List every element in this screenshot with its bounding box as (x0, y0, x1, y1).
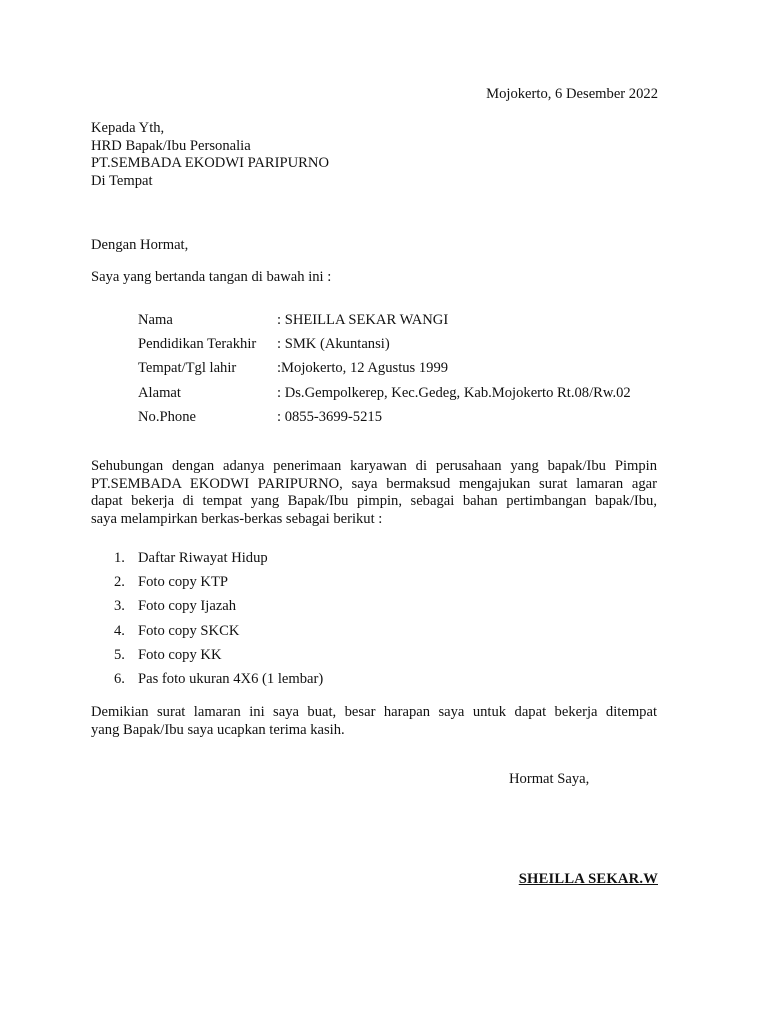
identity-row (138, 359, 631, 383)
identity-row (138, 311, 631, 335)
recipient-line: Kepada Yth, (91, 120, 165, 136)
identity-value: :Mojokerto, 12 Agustus 1999 (277, 360, 449, 377)
body-line: Sehubungan dengan adanya penerimaan karyawan di perusahaan yang bapak/Ibu Pimpin (91, 458, 657, 474)
identity-label: Nama (138, 312, 173, 328)
list-item (114, 646, 323, 670)
identity-value: : 0855-3699-5215 (277, 408, 382, 425)
identity-value: : SHEILLA SEKAR WANGI (277, 312, 449, 328)
body-paragraph (91, 458, 657, 528)
closing-line: yang Bapak/Ibu saya ucapkan terima kasih. (91, 721, 345, 738)
list-number: 4. (114, 622, 125, 639)
recipient-line: Di Tempat (91, 172, 153, 189)
body-line: saya melampirkan berkas-berkas sebagai berikut : (91, 510, 383, 527)
identity-value: : Ds.Gempolkerep, Kec.Gedeg, Kab.Mojokerto Rt.08/Rw.02 (277, 384, 631, 401)
body-line: dapat bekerja di tempat yang Bapak/Ibu pimpin, sebagai bahan pertimbangan bapak/Ibu, (91, 493, 657, 509)
intro-sentence: Saya yang bertanda tangan di bawah ini : (91, 269, 332, 285)
attachment-list (114, 549, 323, 694)
list-number: 1. (114, 550, 125, 566)
recipient-line: PT.SEMBADA EKODWI PARIPURNO (91, 155, 329, 171)
identity-row (138, 408, 631, 432)
list-text: Foto copy Ijazah (138, 598, 237, 615)
recipient-block (91, 120, 329, 190)
list-text: Pas foto ukuran 4X6 (1 lembar) (138, 670, 324, 687)
list-number: 6. (114, 670, 125, 687)
list-text: Foto copy KK (138, 646, 222, 663)
closing-paragraph (91, 704, 657, 739)
list-number: 3. (114, 598, 125, 615)
regards: Hormat Saya, (509, 771, 590, 787)
list-item (114, 549, 323, 573)
letter-date: Mojokerto, 6 Desember 2022 (486, 86, 658, 102)
recipient-line: HRD Bapak/Ibu Personalia (91, 137, 251, 154)
list-text: Foto copy SKCK (138, 622, 240, 639)
identity-label: No.Phone (138, 408, 196, 425)
body-line: PT.SEMBADA EKODWI PARIPURNO, saya bermaksud mengajukan surat lamaran agar (91, 475, 657, 492)
identity-label: Tempat/Tgl lahir (138, 360, 237, 377)
closing-line: Demikian surat lamaran ini saya buat, besar harapan saya untuk dapat bekerja ditempat (91, 704, 657, 720)
list-item (114, 622, 323, 646)
list-number: 2. (114, 574, 125, 591)
identity-table (138, 311, 631, 432)
signature-name: SHEILLA SEKAR.W (518, 871, 658, 887)
identity-row (138, 384, 631, 408)
list-number: 5. (114, 646, 125, 663)
list-text: Foto copy KTP (138, 574, 228, 591)
greeting: Dengan Hormat, (91, 237, 189, 253)
list-item (114, 670, 323, 694)
identity-label: Alamat (138, 384, 181, 401)
identity-label: Pendidikan Terakhir (138, 336, 257, 353)
list-text: Daftar Riwayat Hidup (138, 550, 268, 566)
identity-row (138, 335, 631, 359)
identity-value: : SMK (Akuntansi) (277, 336, 390, 353)
list-item (114, 573, 323, 597)
list-item (114, 597, 323, 621)
